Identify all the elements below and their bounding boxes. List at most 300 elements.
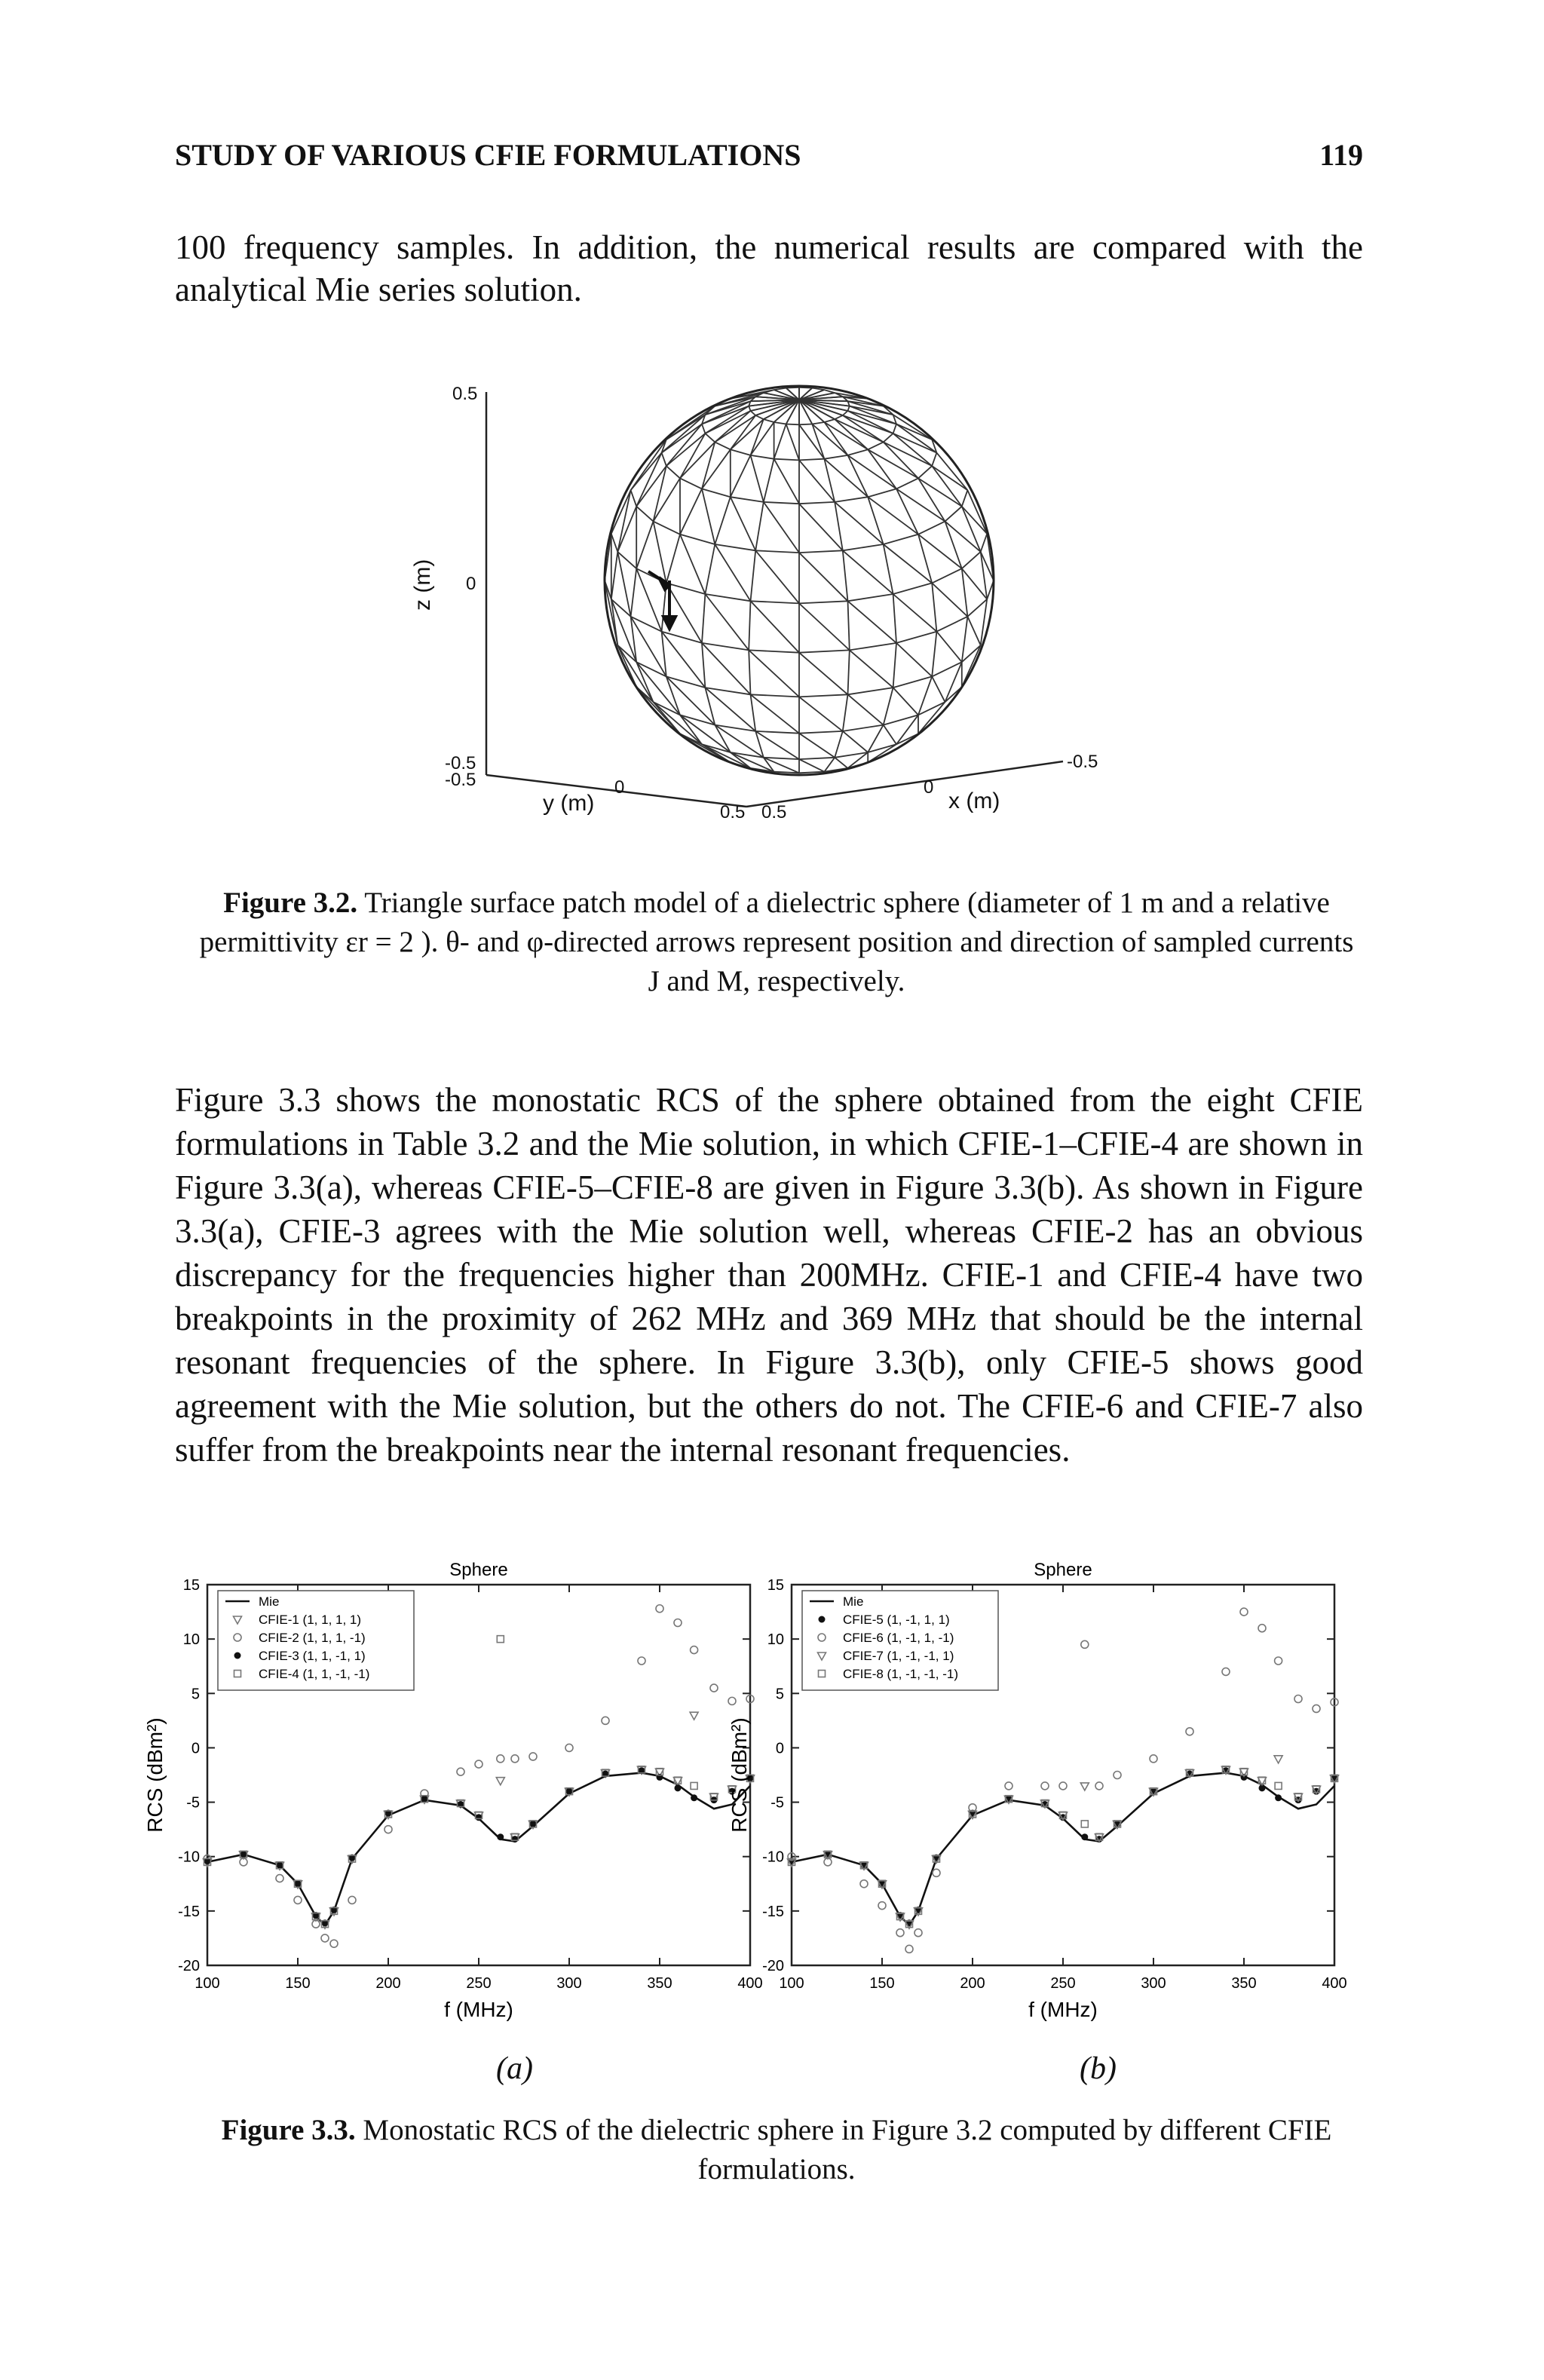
x-tick-label: 400 (1322, 1975, 1347, 1992)
mesh-edge-223 (884, 535, 918, 544)
y-tick-label: -20 (762, 1958, 784, 1974)
data-point (277, 1862, 283, 1869)
mesh-edge-325 (843, 694, 848, 731)
y-tick-end: 0.5 (720, 802, 746, 822)
body-paragraph: Figure 3.3 shows the monostatic RCS of the sphere obtained from the eight CFIE formulations in Table 3.2 and the Mie solution, in which CFIE-1–CFIE-4 are shown in Figure 3.3(a), whereas CFIE-5–CFIE-8 are given in Figure 3.3(b). As shown in Figure 3.3(a), CFIE-3 agrees with the Mie solution well, whereas CFIE-2 has an obvious discrepancy for the frequencies higher than 200MHz. CFIE-1 and CFIE-4 have two breakpoints in the proximity of 262 MHz and 369 MHz that should be the internal resonant frequencies of the sphere. In Figure 3.3(b), only CFIE-5 shows good agreement with the Mie solution, but the others do not. The CFIE-6 and CFIE-7 also suffer from the breakpoints near the internal resonant frequencies. (175, 1081, 1363, 1469)
mesh-edge-376 (799, 758, 835, 759)
legend-label: Mie (259, 1594, 280, 1609)
mesh-edge-168 (680, 478, 702, 489)
mesh-edge-236 (611, 534, 618, 552)
mesh-edge-354 (843, 725, 884, 731)
mesh-edge-329 (893, 688, 918, 715)
series-0 (792, 1773, 1334, 1925)
mesh-edge-251 (751, 601, 800, 603)
mesh-edge-212 (705, 544, 715, 594)
data-point (1275, 1794, 1282, 1801)
mesh-edge-89 (786, 424, 799, 425)
series-line (792, 1773, 1334, 1925)
mesh-edge-213 (715, 544, 750, 601)
mesh-edge-161 (631, 440, 666, 490)
data-point (1313, 1705, 1320, 1712)
data-point (240, 1851, 247, 1858)
mesh-edge-262 (893, 594, 937, 632)
mesh-edge-134 (751, 455, 774, 459)
series-0 (207, 1773, 750, 1925)
mesh-edge-361 (896, 715, 918, 744)
legend (218, 1591, 414, 1690)
x-tick-label: 100 (779, 1975, 804, 1992)
figure-3-2-caption-text: Triangle surface patch model of a dielectric sphere (diameter of 1 m and a relative permittivity εr = 2 ). θ- and φ-directed arrows represent position and direction of sampled currents J and M, respectively. (199, 887, 1354, 997)
figure-3-3-caption-text: Monostatic RCS of the dielectric sphere in Figure 3.2 computed by different CFIE formulations. (363, 2114, 1332, 2185)
mesh-edge-86 (774, 422, 786, 424)
data-point (276, 1875, 283, 1882)
mesh-edge-359 (884, 725, 896, 745)
y-tick-label: -20 (178, 1958, 200, 1974)
z-tick-top: 0.5 (452, 384, 478, 404)
mesh-edge-328 (884, 688, 893, 725)
mesh-edge-301 (967, 599, 987, 617)
mesh-edge-261 (893, 594, 896, 643)
mesh-edge-369 (702, 744, 751, 768)
mesh-edge-149 (868, 442, 884, 449)
mesh-edge-225 (884, 544, 933, 583)
data-point (1059, 1782, 1067, 1790)
mesh-edge-153 (884, 442, 918, 478)
y-tick-label: 0 (191, 1740, 200, 1757)
mesh-edge-90 (774, 424, 786, 459)
mesh-edge-229 (945, 507, 962, 522)
y-tick-label: -5 (770, 1794, 784, 1812)
mesh-edge-139 (774, 459, 799, 504)
mesh-edge-299 (932, 632, 936, 677)
mesh-edge-216 (755, 550, 799, 603)
mesh-edge-254 (799, 601, 848, 603)
y-tick-label: -15 (762, 1903, 784, 1920)
data-point (1081, 1640, 1089, 1648)
legend-label: CFIE-6 (1, -1, 1, -1) (843, 1631, 954, 1645)
z-axis-label: z (m) (410, 559, 435, 611)
data-point (294, 1896, 302, 1904)
figure-3-2-label: Figure 3.2. (223, 887, 358, 919)
x-tick-label: 250 (1050, 1975, 1076, 1992)
y-tick-label: 5 (191, 1686, 200, 1703)
mesh-edge-284 (702, 643, 705, 688)
mesh-edge-80 (755, 415, 764, 419)
mesh-edge-193 (918, 478, 945, 521)
legend-label: Mie (843, 1594, 864, 1609)
mesh-edge-57 (824, 390, 835, 393)
figure-3-3-caption (181, 2111, 1372, 2189)
mesh-edge-240 (611, 552, 618, 599)
mesh-edge-189 (896, 478, 918, 489)
mesh-edge-381 (835, 758, 847, 768)
mesh-edge-318 (751, 694, 800, 697)
mesh-edge-150 (868, 449, 896, 489)
data-point (321, 1934, 329, 1942)
data-point (691, 1646, 698, 1654)
legend-label: CFIE-5 (1, -1, 1, 1) (843, 1613, 950, 1627)
mesh-edge-140 (799, 459, 824, 461)
mesh-edge-373 (764, 758, 799, 759)
mesh-edge-146 (848, 449, 868, 455)
mesh-edge-137 (774, 459, 799, 461)
mesh-edge-258 (848, 601, 850, 650)
data-point (860, 1880, 868, 1888)
data-point (1081, 1821, 1088, 1827)
mesh-edge-122 (702, 424, 705, 433)
mesh-edge-81 (715, 415, 755, 442)
mesh-edge-296 (893, 643, 896, 688)
x-tick-label: 150 (869, 1975, 895, 1992)
x-tick-label: 200 (375, 1975, 401, 1992)
chart-title: Sphere (1034, 1560, 1092, 1580)
figure-3-3b-chart (709, 1553, 1372, 2035)
mesh-edge-95 (812, 422, 824, 424)
mesh-edge-283 (702, 643, 749, 651)
mesh-edge-256 (799, 603, 850, 650)
mesh-edge-207 (654, 522, 666, 584)
mesh-edge-178 (755, 502, 764, 550)
mesh-edge-132 (702, 449, 731, 489)
current-arrows (648, 571, 676, 629)
data-point (914, 1929, 922, 1937)
mesh-edge-125 (705, 433, 715, 443)
mesh-edge-211 (715, 544, 755, 550)
legend-label: CFIE-1 (1, 1, 1, 1) (259, 1613, 362, 1627)
mesh-edge-148 (848, 455, 897, 489)
data-point (1081, 1833, 1088, 1840)
mesh-edge-100 (824, 422, 868, 449)
data-point (1274, 1756, 1282, 1763)
mesh-edge-128 (715, 442, 731, 449)
y-tick-label: 0 (775, 1740, 784, 1757)
data-point (497, 1833, 504, 1840)
y-tick-label: 15 (182, 1577, 200, 1594)
mesh-edge-205 (654, 522, 681, 535)
x-tick-label: 200 (960, 1975, 985, 1992)
mesh-edge-220 (843, 544, 884, 550)
mesh-edge-82 (731, 415, 755, 449)
y-axis-label: RCS (dBm²) (143, 1717, 167, 1833)
legend-label: CFIE-2 (1, 1, 1, -1) (259, 1631, 366, 1645)
mesh-edge-263 (932, 568, 962, 583)
mesh-edge-364 (918, 702, 945, 734)
mesh-edge-355 (835, 731, 843, 758)
mesh-edge-232 (962, 490, 968, 507)
mesh-edge-319 (751, 694, 756, 731)
mesh-edge-206 (636, 522, 653, 569)
mesh-edge-227 (918, 535, 932, 584)
mesh-edge-155 (893, 424, 896, 433)
data-point (566, 1788, 573, 1795)
data-point (1150, 1755, 1157, 1763)
x-tick-label: 250 (466, 1975, 492, 1992)
data-point (638, 1657, 645, 1665)
series-4 (789, 1766, 1338, 1928)
data-point (1041, 1782, 1049, 1790)
data-point (1095, 1782, 1103, 1790)
mesh-edge-259 (848, 601, 897, 643)
mesh-edge-357 (884, 715, 918, 724)
mesh-edge-226 (918, 522, 945, 535)
figure-3-2-sphere-mesh (339, 362, 1244, 829)
mesh-edge-175 (715, 497, 731, 544)
mesh-edge-162 (662, 453, 666, 467)
data-point (933, 1869, 940, 1876)
x-tick-label: 350 (647, 1975, 672, 1992)
x-tick-end: -0.5 (1067, 752, 1098, 772)
mesh-edge-214 (755, 550, 799, 553)
x-tick-label: 350 (1231, 1975, 1257, 1992)
data-point (691, 1794, 697, 1801)
mesh-edge-252 (749, 601, 750, 650)
mesh-edge-378 (799, 759, 824, 772)
mesh-edge-249 (702, 594, 705, 643)
mesh-edge-98 (824, 419, 835, 422)
running-head (175, 137, 1363, 175)
mesh-edge-287 (749, 650, 750, 694)
y-tick-label: 15 (767, 1577, 784, 1594)
mesh-edge-210 (680, 535, 705, 594)
mesh-edge-332 (932, 676, 945, 702)
mesh-edge-248 (705, 594, 750, 601)
mesh-edge-303 (967, 617, 980, 645)
panel-label-b: (b) (1080, 2051, 1117, 2086)
y-tick-label: 5 (775, 1686, 784, 1703)
mesh-edge-288 (749, 650, 799, 697)
mesh-edge-217 (799, 550, 843, 553)
axes-3d (486, 392, 1063, 807)
mesh-edge-201 (617, 490, 630, 552)
mesh-edge-172 (680, 489, 702, 534)
data-point (1275, 1657, 1282, 1665)
data-point (496, 1778, 504, 1785)
mesh-edge-243 (631, 568, 637, 617)
data-point (530, 1821, 537, 1827)
mesh-edge-209 (666, 535, 680, 584)
mesh-edge-327 (893, 676, 933, 688)
mesh-edge-380 (824, 758, 835, 772)
page-number: 119 (1319, 138, 1363, 172)
data-point (348, 1896, 356, 1904)
x-tick-label: 300 (1141, 1975, 1166, 1992)
y-tick-label: -15 (178, 1903, 200, 1920)
y-tick-zero: 0 (614, 777, 625, 798)
mesh-edge-152 (884, 433, 893, 443)
mesh-edge-324 (848, 688, 893, 694)
legend-swatch (819, 1616, 826, 1623)
mesh-edge-286 (749, 650, 799, 652)
series-1 (789, 1767, 1338, 1926)
data-point (1080, 1783, 1089, 1790)
legend-label: CFIE-4 (1, 1, -1, -1) (259, 1667, 370, 1681)
y-tick-start: -0.5 (445, 770, 476, 790)
data-point (675, 1784, 682, 1791)
data-point (896, 1929, 904, 1937)
mesh-edge-292 (850, 643, 896, 651)
mesh-edge-165 (666, 466, 680, 478)
x-axis-label: f (MHz) (1028, 1998, 1098, 2021)
y-tick-label: -10 (762, 1849, 784, 1866)
mesh-edge-188 (868, 497, 918, 535)
mesh-edge-334 (945, 662, 962, 702)
mesh-edge-320 (751, 694, 800, 733)
mesh-edge-176 (731, 497, 755, 550)
panel-label-a: (a) (496, 2051, 533, 2086)
data-point (475, 1760, 482, 1768)
legend-label: CFIE-7 (1, -1, -1, 1) (843, 1649, 954, 1663)
intro-paragraph: 100 frequency samples. In addition, the numerical results are compared with the analytical Mie series solution. (175, 228, 1363, 308)
mesh-edge-126 (666, 433, 706, 466)
mesh-edge-196 (932, 466, 962, 507)
data-point (905, 1945, 913, 1953)
mesh-edge-169 (654, 478, 681, 521)
mesh-edge-323 (799, 697, 843, 731)
mesh-edge-199 (631, 490, 637, 507)
mesh-edge-267 (962, 568, 968, 617)
mesh-edge-264 (932, 583, 936, 631)
mesh-edge-302 (962, 617, 968, 662)
data-point (497, 1755, 504, 1763)
series-line (207, 1773, 750, 1925)
z-tick-mid: 0 (466, 574, 476, 594)
y-tick-label: -5 (186, 1794, 200, 1812)
mesh-edge-106 (843, 415, 893, 433)
data-point (330, 1940, 338, 1947)
legend (802, 1591, 998, 1690)
mesh-edge-253 (751, 601, 800, 652)
mesh-edge-121 (662, 415, 706, 453)
mesh-edge-143 (824, 455, 847, 459)
mesh-edge-208 (680, 535, 715, 544)
mesh-edge-260 (893, 583, 933, 594)
mesh-edge-293 (848, 650, 850, 694)
data-point (384, 1826, 392, 1833)
data-point (1222, 1668, 1230, 1675)
data-point (656, 1605, 663, 1613)
mesh-edge-107 (848, 406, 850, 411)
data-point (476, 1814, 482, 1821)
mesh-edge-174 (731, 497, 764, 502)
figure-3-3-label: Figure 3.3. (221, 2114, 356, 2146)
mesh-edge-92 (799, 424, 812, 425)
mesh-edge-135 (731, 455, 751, 497)
data-point (457, 1768, 464, 1775)
y-tick-label: 10 (767, 1631, 784, 1649)
z-tick-bottom: -0.5 (445, 753, 476, 773)
data-point (421, 1796, 428, 1803)
data-point (529, 1753, 537, 1760)
mesh-edge-173 (702, 489, 715, 544)
mesh-edge-289 (799, 650, 850, 652)
running-head-title: STUDY OF VARIOUS CFIE FORMULATIONS (175, 138, 801, 172)
mesh-edge-101 (835, 415, 843, 419)
y-axis-label: y (m) (543, 791, 595, 816)
mesh-edge-269 (981, 534, 988, 552)
x-tick-zero: 0 (924, 777, 934, 798)
mesh-edge-298 (936, 617, 967, 632)
data-point (878, 1902, 886, 1910)
mesh-edge-353 (799, 734, 835, 758)
mesh-edge-265 (932, 583, 967, 616)
mesh-edge-285 (702, 643, 751, 694)
y-axis-label: RCS (dBm²) (728, 1717, 751, 1833)
mesh-edge-77 (751, 411, 756, 415)
mesh-edge-351 (799, 731, 843, 734)
mesh-edge-177 (764, 502, 799, 504)
mesh-edge-136 (751, 455, 764, 502)
figure-3-3a-chart (124, 1553, 788, 2035)
mesh-edge-171 (702, 489, 731, 497)
legend-swatch (234, 1653, 241, 1659)
data-point (1275, 1782, 1282, 1789)
mesh-edge-83 (764, 419, 774, 422)
mesh-edge-180 (799, 502, 835, 504)
mesh-edge-179 (764, 502, 799, 553)
mesh-edge-340 (654, 702, 681, 734)
mesh-edge-195 (932, 453, 936, 467)
legend-label: CFIE-8 (1, -1, -1, -1) (843, 1667, 959, 1681)
mesh-edge-221 (843, 550, 848, 601)
series-3 (204, 1767, 754, 1926)
x-tick-label: 100 (195, 1975, 220, 1992)
mesh-edge-202 (636, 507, 653, 522)
data-point (691, 1782, 697, 1789)
mesh-edge-192 (918, 466, 932, 478)
legend-label: CFIE-3 (1, 1, -1, 1) (259, 1649, 366, 1663)
data-point (1294, 1695, 1302, 1703)
data-point (1186, 1728, 1193, 1735)
mesh-edge-131 (731, 449, 751, 455)
mesh-edge-186 (868, 489, 896, 497)
x-tick-label: 400 (737, 1975, 763, 1992)
figure-3-2-caption (196, 884, 1357, 1001)
mesh-edge-74 (749, 406, 750, 411)
mesh-edge-297 (896, 643, 932, 677)
data-point (565, 1744, 573, 1751)
mesh-edge-104 (843, 411, 848, 415)
data-point (1240, 1608, 1248, 1616)
mesh-edge-348 (755, 731, 799, 734)
chart-title: Sphere (449, 1560, 508, 1580)
data-point (690, 1712, 698, 1720)
mesh-edge-94 (799, 424, 824, 458)
mesh-edge-91 (786, 424, 799, 461)
data-point (1114, 1772, 1121, 1779)
mesh-edge-321 (799, 694, 848, 697)
mesh-edge-295 (896, 632, 936, 643)
x-tick-label: 300 (556, 1975, 582, 1992)
data-point (295, 1880, 302, 1887)
mesh-edge-257 (848, 594, 893, 601)
mesh-edge-326 (848, 694, 884, 724)
mesh-edge-300 (936, 632, 961, 663)
mesh-edge-291 (799, 653, 848, 695)
mesh-edge-138 (764, 459, 774, 502)
mesh-edge-183 (835, 497, 868, 502)
y-tick-label: -10 (178, 1849, 200, 1866)
data-point (674, 1619, 682, 1627)
data-point (1005, 1782, 1012, 1790)
x-tick-start: 0.5 (761, 802, 787, 822)
mesh-edge-266 (962, 552, 981, 568)
mesh-edge-347 (715, 725, 764, 758)
mesh-edge-159 (936, 453, 967, 491)
mesh-edge-219 (799, 553, 848, 601)
mesh-edge-356 (843, 731, 868, 752)
y-tick-label: 10 (182, 1631, 200, 1649)
mesh-edge-250 (705, 594, 749, 650)
